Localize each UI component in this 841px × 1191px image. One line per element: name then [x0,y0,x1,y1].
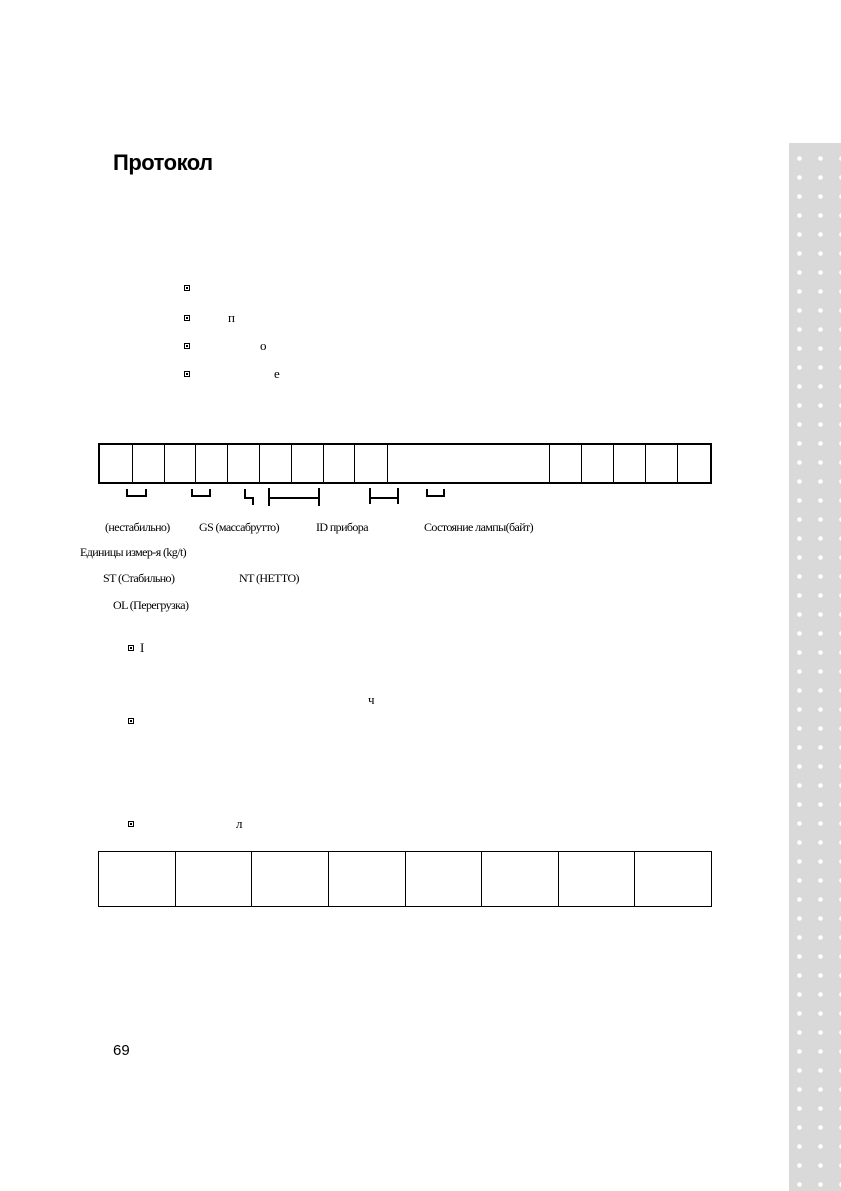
square-bullet-icon [184,285,190,291]
frame-byte [550,445,582,482]
frame-byte [329,852,406,906]
frame-byte [99,852,176,906]
bracket [369,488,399,504]
square-bullet-icon [184,371,190,377]
frame-byte [646,445,678,482]
list-item: о [184,338,267,354]
frame-byte [614,445,647,482]
label-units: Единицы измер-я (kg/t) [80,545,187,559]
list-item [184,280,196,296]
frame-byte [324,445,356,482]
frame-byte [260,445,292,482]
frame-byte [292,445,324,482]
square-bullet-icon [128,821,134,827]
label-overload: OL (Перегрузка) [113,598,189,612]
frame-byte [582,445,614,482]
data-frame [98,443,712,484]
page-number: 69 [113,1042,130,1059]
label-lamp-status: Состояние лампы(байт) [424,520,534,534]
frame-byte [228,445,260,482]
dotted-side-strip [789,143,841,1191]
frame-byte [635,852,711,906]
label-net: NT (НЕТТО) [239,571,299,585]
bracket [426,489,445,497]
frame-byte [355,445,388,482]
frame-byte [196,445,228,482]
frame-byte [176,852,253,906]
frame-byte [482,852,559,906]
list-item: I [128,640,144,656]
bracket [126,489,147,497]
square-bullet-icon [128,645,134,651]
frame-byte [100,445,133,482]
frame-data-field [388,445,550,482]
frame-byte [133,445,165,482]
page-title: Протокол [113,150,213,175]
square-bullet-icon [184,343,190,349]
bracket [268,497,320,499]
label-device-id: ID прибора [316,520,368,534]
frame-byte [406,852,483,906]
data-frame-lower [98,851,712,907]
square-bullet-icon [128,718,134,724]
square-bullet-icon [184,315,190,321]
label-gross: GS (массабрутто) [199,520,279,534]
frame-byte [252,852,329,906]
list-item: е [184,366,280,382]
note-text: ч [368,692,375,707]
bracket [369,497,399,499]
label-stable: ST (Стабильно) [103,571,175,585]
frame-byte [165,445,197,482]
bracket [191,489,211,497]
list-item: п [184,310,235,326]
bracket [244,489,254,499]
label-unstable: (нестабильно) [105,520,170,534]
frame-byte [559,852,636,906]
frame-byte [678,445,710,482]
list-item: л [128,816,243,832]
list-item [128,713,140,729]
